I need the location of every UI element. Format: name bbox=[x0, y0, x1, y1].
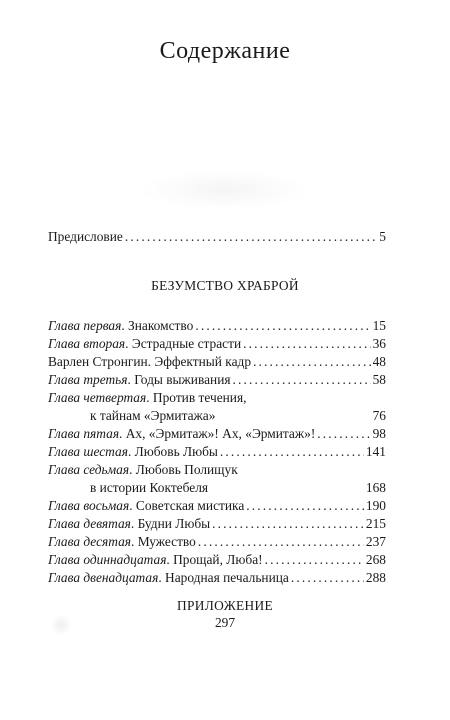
toc-entry-title: . Годы выживания bbox=[127, 372, 231, 387]
toc-entry-title: . Мужество bbox=[131, 534, 196, 549]
toc-entry-title: . Любовь Полищук bbox=[129, 462, 238, 477]
toc-entry bbox=[48, 426, 386, 442]
toc-entry-page: 190 bbox=[365, 498, 386, 513]
toc-entry-continuation bbox=[90, 408, 386, 424]
toc-entry bbox=[48, 516, 386, 532]
toc-entry-chapter: Глава восьмая bbox=[48, 498, 130, 513]
toc-entry bbox=[48, 318, 386, 334]
toc-entry-title: к тайнам «Эрмитажа» bbox=[90, 408, 216, 423]
toc-entry-chapter: Глава одиннадцатая bbox=[48, 552, 167, 567]
toc-leader-dots bbox=[317, 426, 370, 442]
toc-entry-title: в истории Коктебеля bbox=[90, 480, 209, 495]
toc-leader-dots bbox=[125, 229, 377, 245]
toc-entry-page: 215 bbox=[365, 516, 386, 531]
appendix-page-number: 297 bbox=[214, 615, 236, 630]
toc-entry-chapter: Глава первая bbox=[48, 318, 122, 333]
toc-leader-dots bbox=[246, 498, 364, 514]
toc-entry-chapter: Глава третья bbox=[48, 372, 128, 387]
toc-leader-dots bbox=[195, 318, 370, 334]
toc-entry-chapter: Глава четвертая bbox=[48, 390, 147, 405]
toc-entry bbox=[48, 462, 386, 478]
toc-entry-title: . Будни Любы bbox=[130, 516, 211, 531]
toc-entry-chapter: Глава десятая bbox=[48, 534, 131, 549]
toc-entry bbox=[48, 444, 386, 460]
appendix-heading: ПРИЛОЖЕНИЕ bbox=[177, 598, 273, 613]
toc-entry-title: . Прощай, Люба! bbox=[166, 552, 263, 567]
toc-entry-title: . Народная печальница bbox=[158, 570, 289, 585]
toc-leader-dots bbox=[253, 354, 371, 370]
toc-leader-dots bbox=[212, 516, 364, 532]
toc-entry bbox=[48, 498, 386, 514]
toc-entry-page: 288 bbox=[365, 570, 386, 585]
toc-entry-page: 58 bbox=[372, 372, 386, 387]
toc-entry-page: 237 bbox=[365, 534, 386, 549]
toc-entry-chapter: Глава двенадцатая bbox=[48, 570, 159, 585]
toc-entry bbox=[48, 372, 386, 388]
toc-entry bbox=[48, 534, 386, 550]
toc-entry-title: . Знакомство bbox=[121, 318, 194, 333]
toc-entry bbox=[48, 354, 386, 370]
page-title: Содержание bbox=[159, 38, 291, 64]
toc-entry-preface bbox=[48, 229, 386, 245]
toc-entry-page: 168 bbox=[365, 480, 386, 495]
toc-entry-chapter: Глава пятая bbox=[48, 426, 120, 441]
toc-entry-chapter: Глава шестая bbox=[48, 444, 128, 459]
toc-leader-dots bbox=[243, 336, 370, 352]
toc-entry bbox=[48, 390, 386, 406]
toc-leader-dots bbox=[220, 444, 364, 460]
toc-entry-chapter: Глава седьмая bbox=[48, 462, 130, 477]
toc-entry-page: 15 bbox=[372, 318, 386, 333]
toc-entry-title: . Любовь Любы bbox=[127, 444, 218, 459]
toc-entry-title: . Советская мистика bbox=[129, 498, 245, 513]
library-stamp-mark bbox=[50, 614, 72, 636]
toc-entry-title: . Против течения, bbox=[146, 390, 247, 405]
toc-entry-page: 48 bbox=[372, 354, 386, 369]
toc-entry-chapter: Глава девятая bbox=[48, 516, 131, 531]
toc-leader-dots bbox=[233, 372, 371, 388]
section-heading: БЕЗУМСТВО ХРАБРОЙ bbox=[151, 278, 299, 293]
toc-entry bbox=[48, 570, 386, 586]
paper-smudge bbox=[140, 170, 310, 210]
toc-leader-dots bbox=[265, 552, 364, 568]
toc-entry-page: 98 bbox=[372, 426, 386, 441]
toc-entry-label: Предисловие bbox=[48, 229, 123, 244]
toc-entry-chapter: Глава вторая bbox=[48, 336, 126, 351]
toc-entry bbox=[48, 336, 386, 352]
toc-leader-dots bbox=[291, 570, 364, 586]
toc-entry-page: 36 bbox=[372, 336, 386, 351]
toc-entry bbox=[48, 552, 386, 568]
toc-entry-title: . Ах, «Эрмитаж»! Ах, «Эрмитаж»! bbox=[119, 426, 316, 441]
toc-entry-page: 141 bbox=[365, 444, 386, 459]
toc-entry-title: . Эстрадные страсти bbox=[125, 336, 242, 351]
toc-entry-continuation bbox=[90, 480, 386, 496]
toc-entry-page: 76 bbox=[372, 408, 386, 423]
toc-entry-page: 268 bbox=[365, 552, 386, 567]
toc-entry-page: 5 bbox=[379, 229, 386, 244]
toc-leader-dots bbox=[198, 534, 364, 550]
toc-entry-title: Варлен Стронгин. Эффектный кадр bbox=[48, 354, 252, 369]
